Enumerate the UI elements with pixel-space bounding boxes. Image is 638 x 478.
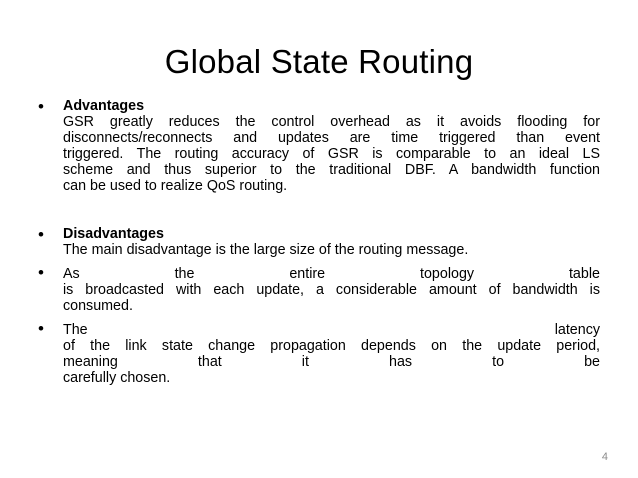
word: The bbox=[63, 322, 88, 338]
advantages-line: GSR greatly reduces the control overhead as it avoids flooding for bbox=[63, 114, 600, 130]
slide-title: Global State Routing bbox=[164, 43, 474, 80]
word: As bbox=[63, 266, 80, 282]
word: has bbox=[389, 354, 413, 370]
bullet-advantages bbox=[63, 98, 600, 194]
bullet-marker: • bbox=[38, 263, 44, 282]
latency-first-line bbox=[63, 322, 600, 338]
topology-first-line bbox=[63, 266, 600, 282]
word: latency bbox=[554, 322, 600, 338]
word: that bbox=[197, 354, 222, 370]
word: be bbox=[584, 354, 600, 370]
bullet-topology bbox=[63, 266, 600, 314]
advantages-line: can be used to realize QoS routing. bbox=[63, 178, 288, 194]
bullet-latency bbox=[63, 322, 600, 386]
bullet-marker: • bbox=[38, 97, 44, 116]
disadvantages-heading: Disadvantages bbox=[63, 226, 164, 242]
latency-line: carefully chosen. bbox=[63, 370, 171, 386]
word: topology bbox=[420, 266, 475, 282]
page-number: 4 bbox=[601, 451, 608, 463]
word: table bbox=[568, 266, 600, 282]
topology-line: is broadcasted with each update, a considerable amount of bandwidth is bbox=[63, 282, 600, 298]
bullet-marker: • bbox=[38, 319, 44, 338]
latency-third-line bbox=[63, 354, 600, 370]
word: the bbox=[174, 266, 195, 282]
word: meaning bbox=[63, 354, 118, 370]
advantages-line: scheme and thus superior to the traditional DBF. A bandwidth function bbox=[63, 162, 600, 178]
bullet-disadvantages bbox=[63, 226, 600, 258]
topology-line: consumed. bbox=[63, 298, 133, 314]
advantages-line: disconnects/reconnects and updates are time triggered than event bbox=[63, 130, 600, 146]
disadvantages-line: The main disadvantage is the large size of the routing message. bbox=[63, 242, 469, 258]
advantages-heading: Advantages bbox=[63, 98, 145, 114]
word: entire bbox=[289, 266, 326, 282]
latency-line: of the link state change propagation depends on the update period, bbox=[63, 338, 600, 354]
word: it bbox=[301, 354, 309, 370]
advantages-line: triggered. The routing accuracy of GSR is comparable to an ideal LS bbox=[63, 146, 600, 162]
bullet-marker: • bbox=[38, 225, 44, 244]
word: to bbox=[492, 354, 505, 370]
